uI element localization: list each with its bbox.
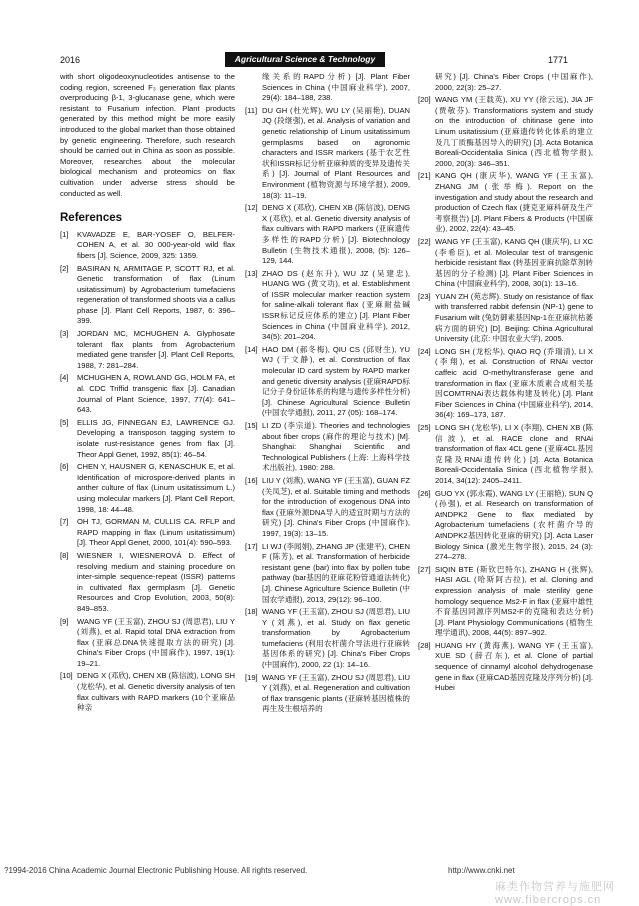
reference-item (418, 565, 593, 639)
reference-item (418, 423, 593, 487)
reference-item (60, 230, 235, 262)
reference-item (418, 171, 593, 235)
reference-item (60, 329, 235, 371)
reference-item (245, 607, 410, 671)
right-page-number: 1771 (548, 55, 569, 65)
reference-item (245, 476, 410, 540)
reference-text: OH TJ, GORMAN M, CULLIS CA. RFLP and RAPD mapping in flax (Linum usitatissimum) [J]. Theor Appl Genet, 2000, 101(4): 590–593. (77, 517, 235, 548)
reference-number: [25] (418, 423, 431, 432)
reference-number: [27] (418, 564, 431, 574)
reference-text: ELLIS JG, FINNEGAN EJ, LAWRENCE GJ. Developing a transposon tagging system to isolate rust-resistance genes from flax [J]. Theor Appl Genet, 1992, 85(1): 46–54. (77, 417, 235, 459)
reference-text: GUO YX (郭永霞), WANG LY (王丽艳), SUN Q (孙强), et al. Research on transformation of AtNDPK2 Gene to flax mediated by Agrobacterium tumefaciens (农杆菌介导的AtNDPK2基因转化亚麻的研究) [J]. Acta Laser Biology Sinica (激光生物学报), 2015, 24 (3): 274–278. (435, 488, 593, 562)
journal-name-banner: Agricultural Science & Technology (225, 52, 385, 67)
reference-item (60, 551, 235, 615)
reference-text: MCHUGHEN A, ROWLAND GG, HOLM FA, et al. CDC Triffid transgenic flax [J]. Canadian Journal of Plant Science, 1997, 77(4): 641–643. (77, 373, 235, 415)
reference-number: [4] (60, 373, 69, 383)
column-middle (245, 72, 410, 717)
reference-text: WANG YF (王玉富), KANG QH (康庆华), LI XC (李希臣), et al. Molecular test of transgenic herbicide resistant flax (转基因亚麻抗除草剂转基因的分子检测) [J]. Plant Fiber Sciences in China (中国麻业科学), 2008, 30(1): 13–16. (435, 236, 593, 289)
reference-number: [7] (60, 517, 69, 527)
reference-number: [23] (418, 291, 431, 301)
reference-text: BASIRAN N, ARMITAGE P, SCOTT RJ, et al. Genetic transformation of flax (Linum usitatissimum) by Agrobacterium tumefaciens regeneration of transformed shoots via a callus phase [J]. Plant Cell Reports, 1987, 6: 396–399. (77, 263, 235, 326)
reference-item (60, 264, 235, 328)
reference-item (418, 292, 593, 345)
reference-item (60, 617, 235, 670)
reference-text: YUAN ZH (苑志辉). Study on resistance of flax with transferred rabbit defensin (NP-1) gene to Fusarium wilt (兔防御素基因Np-1在亚麻抗枯萎病方面的研究) [D]. Beijing: China Agricultural University (北京: 中国农业大学), 2005. (435, 291, 593, 344)
reference-text: 缘关系的RAPD分析) [J]. Plant Fiber Sciences in China (中国麻业科学), 2007, 29(4): 184–188, 238. (262, 72, 410, 103)
reference-text: LONG SH (龙松华), QIAO RQ (乔瑞清), LI X (李翔), et al. Construction of RNAi vector caffeic acid O-methyltransferase gene and transformation in flax (亚麻木质素合成相关基因COMTRNAi表达载体构建及转化) [J]. Plant Fiber Sciences in China (中国麻业科学), 2014, 36(4): 169–173, 187. (435, 346, 593, 420)
reference-text: HAO DM (郝冬梅), QIU CS (邱财生), YU WJ (于文静), et al. Construction of flax molecular ID card system by RAPD marker and genetic diversity analysis (亚麻RAPD标记分子身份证体系的构建与遗传多样性分析) [J]. Chinese Agricultural Science Bulletin (中国农学通报), 2011, 27 (05): 168–174. (262, 344, 410, 418)
reference-item (418, 489, 593, 563)
reference-number: [16] (245, 475, 258, 485)
reference-text: WANG YF (王玉富), ZHOU SJ (周思君), LIU Y (刘燕), et al. Rapid total DNA extraction from flax (亚麻总DNA快速提取方法的研究) [J]. China's Fiber Crops (中国麻作), 1997, 19(1): 19–21. (77, 616, 235, 668)
reference-number: [13] (245, 268, 258, 278)
reference-text: DENG X (邓欣), CHEN XB (陈信波), LONG SH (龙松华), et al. Genetic diversity analysis of ten flax cultivars with RAPD markers (10个亚麻品种亲 (77, 671, 235, 713)
reference-text: LI WJ (李闻娟), ZHANG JP (张建平), CHEN F (陈芳), et al. Transformation of herbicide resistant gene (bar) into flax by pollen tube pathway (bar基因的亚麻花粉管通道法转化) [J]. Chinese Agriculture Science Bulletin (中国农学通报), 2013, 29(12): 96–100. (262, 541, 410, 604)
reference-number: [14] (245, 344, 258, 354)
reference-text: WIESNER I, WIESNEROVÁ D. Effect of resolving medium and staining procedure on inter-simple sequence-repeat (ISSR) patterns in cultivated flax germplasm [J]. Genetic Resources and Crop Evolution, 2003, 50(8): 849–853. (77, 550, 235, 613)
reference-text: LIU Y (刘燕), WANG YF (王玉富), GUAN FZ (关凤芝), et al. Suitable timing and methods for the introduction of exogenous DNA into flax (亚麻外源DNA导入的适宜时期与方法的研究) [J]. China's Fiber Crops (中国麻作), 1997, 19(3): 13–15. (262, 475, 410, 538)
reference-text: DENG X (邓欣), CHEN XB (陈信波), DENG X (邓欣), et al. Genetic diversity analysis of flax cultivars with RAPD markers (亚麻遗传多样性的RAPD分析) [J]. Biotechnology Bulletin (生物技术通报), 2008, (5): 126–129, 144. (262, 203, 410, 266)
reference-text: JORDAN MC, MCHUGHEN A. Glyphosate tolerant flax plants from Agrobacterium mediated gene transfer [J]. Plant Cell Reports, 1988, 7: 281–284. (77, 329, 235, 370)
reference-number: [1] (60, 229, 69, 239)
reference-item (418, 72, 593, 93)
reference-text: HUANG HY (黄海燕), WANG YF (王玉富), XUE SD (薛召东), et al. Clone of partial sequence of cinnamyl alcohol dehydrogenase gene in flax (亚麻CAD基因克隆及序列分析) [J]. Hubei (435, 640, 593, 693)
reference-item (60, 373, 235, 415)
reference-number: [2] (60, 263, 69, 273)
reference-number: [5] (60, 417, 69, 427)
left-page-number: 2016 (60, 55, 81, 65)
reference-item (245, 421, 410, 474)
reference-item (245, 673, 410, 715)
site-watermark: 麻类作物营养与施肥网 www.fibercrops.cn (495, 881, 615, 906)
reference-text: CHEN Y, HAUSNER G, KENASCHUK E, et al. Identification of microspore-derived plants in anther culture of flax (Linum usitatissimum L.) using molecular markers [J]. Plant Cell Report, 1998, 18: 44–48. (77, 462, 235, 514)
column-right (418, 72, 593, 696)
reference-item (60, 517, 235, 549)
reference-list-right (418, 72, 593, 694)
reference-text: DU GH (杜光辉), WU LY (吴丽艳), DUAN JQ (段继强), et al. Analysis of variation and genetic relationship of Linum usitatissimum germplasms based on agronomic characters and ISSR markers (基于农艺性状和ISSR标记分析亚麻种质的变异及遗传关系) [J]. Journal of Plant Resources and Environment (植物资源与环境学报), 2009, 18(3): 11–19. (262, 105, 410, 200)
reference-item (60, 671, 235, 713)
reference-number: [20] (418, 95, 431, 105)
reference-number: [17] (245, 541, 258, 551)
reference-text: LI ZD (李宗道). Theories and technologies about fiber crops (麻作的理论与技术) [M]. Shanghai: Shanghai Scientific and Technological Publishers (上海: 上海科学技术出版社), 1980: 288. (262, 421, 410, 473)
reference-item (245, 72, 410, 104)
reference-number: [26] (418, 488, 431, 498)
reference-number (418, 72, 435, 93)
reference-list-middle (245, 72, 410, 715)
reference-number: [10] (60, 671, 73, 681)
reference-item (245, 203, 410, 267)
reference-item (245, 269, 410, 343)
reference-number: [15] (245, 421, 258, 430)
reference-item (60, 462, 235, 515)
reference-number: [3] (60, 329, 69, 339)
reference-number: [22] (418, 236, 431, 246)
reference-item (418, 347, 593, 421)
reference-text: ZHAO DS (赵东升), WU JZ (吴建忠), HUANG WG (黄文功), et al. Establishment of ISSR molecular marker reaction system for saline-alkali tolerant flax (亚麻耐盐碱ISSR标记反应体系的建立) [J]. Plant Fiber Sciences in China (中国麻业科学), 2012, 34(5): 201–204. (262, 268, 410, 342)
reference-number: [28] (418, 640, 431, 650)
body-paragraph: with short oligodeoxynucleotides antisense to the coding region, screened F₃ generation flax plants overproducing β-1, 3-glucanase gene, which were resistant to Fusarium infection. Plant products generated by this method might be more easily introduced to the global market than those obtained by genetic engineering. Therefore, such research should be carried out in China as soon as possible. Moreover, researches about the molecular biological mechanism and proteomics on flax cultivation under adverse stress should be conducted as well. (60, 72, 235, 198)
reference-number: [12] (245, 203, 258, 213)
reference-text: SIQIN BTE (斯钦巴特尔), ZHANG H (张辉), HASI AGL (哈斯阿古拉), et al. Cloning and expression analysis of male sterility gene homology sequence Ms2-F in flax (亚麻中雄性不育基因同源序列MS2-F的克隆和表达分析) [J]. Plant Physiology Communications (植物生理学通讯), 2008, 44(5): 897–902. (435, 564, 593, 638)
reference-text: WANG YF (王玉富), ZHOU SJ (周思君), LIU Y (刘燕), et al. Regeneration and cultivation of flax transgenic plants (亚麻转基因植株的再生及生根培养的 (262, 672, 410, 714)
reference-item (245, 345, 410, 419)
reference-text: 研究) [J]. China's Fiber Crops (中国麻作), 2000, 22(3): 25–27. (435, 72, 593, 92)
reference-number: [24] (418, 346, 431, 356)
reference-item (418, 95, 593, 169)
reference-text: KVAVADZE E, BAR-YOSEF O, BELFER-COHEN A, et al. 30 000-year-old wild flax fibers [J]. Science, 2009, 325: 1359. (77, 229, 235, 260)
reference-list-left (60, 230, 235, 714)
reference-text: WANG YM (王载英), XU YY (徐云远), JIA JF (贾敬芬). Transformations system and study on the introduction of chitinase gene into Linum usitatissium (亚麻遗传转化体系的建立及几丁质酶基因导入的研究) [J]. Acta Botanica Boreali-Occidentalia Sinica (西北植物学报), 2000, 20(3): 346–351. (435, 95, 593, 168)
reference-item (60, 418, 235, 460)
references-heading: References (60, 212, 123, 225)
reference-number: [8] (60, 550, 69, 560)
cnki-link[interactable]: http://www.cnki.net (448, 866, 515, 875)
reference-number: [19] (245, 672, 258, 682)
reference-number: [11] (245, 105, 258, 115)
reference-number: [9] (60, 616, 69, 626)
reference-text: LONG SH (龙松华), LI X (李翔), CHEN XB (陈信波), et al. RACE clone and RNAi transformation of flax 4CL gene (亚麻4CL基因克隆及RNAi遗传转化) [J]. Acta Botanica Boreali-Occidentalia Sinica (西北植物学报), 2014, 34(12): 2405–2411. (435, 423, 593, 485)
reference-item (418, 641, 593, 694)
reference-number (245, 72, 262, 104)
reference-number: [6] (60, 462, 69, 472)
reference-number: [21] (418, 171, 431, 181)
reference-item (245, 542, 410, 606)
reference-text: KANG QH (康庆华), WANG YF (王玉富), ZHANG JM (张举梅). Report on the investigation and study about the research and production of Czech flax (捷克亚麻科研及生产考察报告) [J]. Plant Fibers & Products (中国麻业), 2002, 22(4): 43–45. (435, 171, 593, 234)
column-left (60, 72, 235, 716)
reference-text: WANG YF (王玉富), ZHOU SJ (周思君), LIU Y (刘燕), et al. Study on flax genetic transformation by Agrobacterium tumefaciens (利用农杆菌介导法进行亚麻转基因体系的研究) [J]. China's Fiber Crops (中国麻作), 2000, 22 (1): 14–16. (262, 607, 410, 670)
copyright-notice: ?1994-2016 China Academic Journal Electronic Publishing House. All rights reserved. (4, 866, 308, 875)
reference-item (418, 237, 593, 290)
reference-number: [18] (245, 607, 258, 617)
reference-item (245, 106, 410, 201)
